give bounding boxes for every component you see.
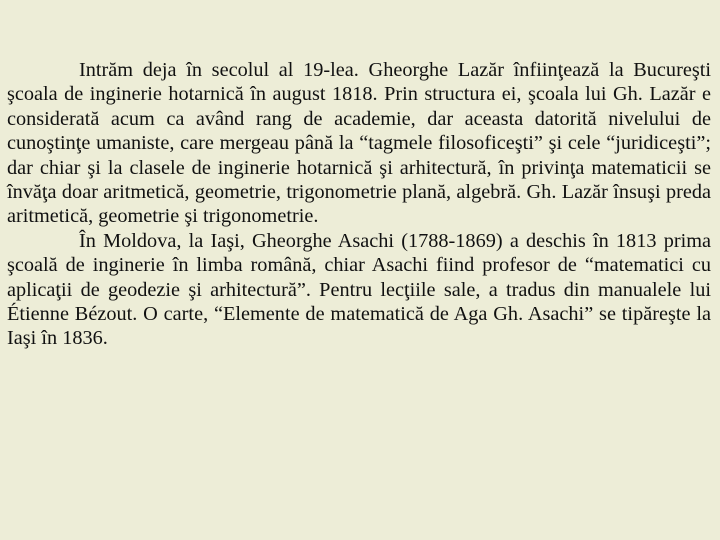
paragraph-2: În Moldova, la Iaşi, Gheorghe Asachi (1788-1869) a deschis în 1813 prima şcoală de inginerie în limba română, chiar Asachi fiind profesor de “matematici cu aplicaţii de geodezie şi arhitectură”. Pentru lecţiile sale, a tradus din manualele lui Étienne Bézout. O carte, “Elemente de matematică de Aga Gh. Asachi” se tipăreşte la Iaşi în 1836. xyxy=(7,229,711,350)
text-body xyxy=(7,58,711,351)
paragraph-1: Intrăm deja în secolul al 19-lea. Gheorghe Lazăr înfiinţează la Bucureşti şcoala de inginerie hotarnică în august 1818. Prin structura ei, şcoala lui Gh. Lazăr e considerată acum ca având rang de academie, dar aceasta datorită nivelului de cunoştinţe umaniste, care mergeau până la “tagmele filosoficeşti” şi cele “juridiceşti”; dar chiar şi la clasele de inginerie hotarnică şi arhitectură, în privinţa matematicii se învăţa doar aritmetică, geometrie, trigonometrie plană, algebră. Gh. Lazăr însuşi preda aritmetică, geometrie şi trigonometrie. xyxy=(7,59,711,228)
